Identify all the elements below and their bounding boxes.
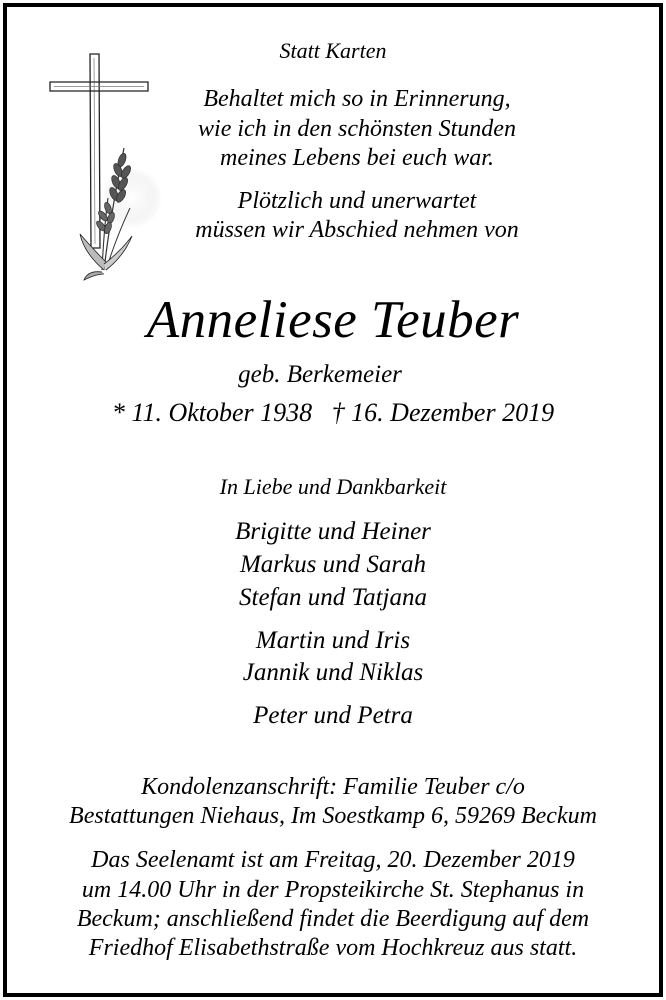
service-line-1: Das Seelenamt ist am Freitag, 20. Dezember 2019 — [91, 847, 575, 873]
deceased-name: Anneliese Teuber — [146, 291, 520, 349]
family-name: Jannik und Niklas — [242, 659, 424, 686]
service-line-4: Friedhof Elisabethstraße vom Hochkreuz aus statt. — [88, 935, 578, 961]
service-line-2: um 14.00 Uhr in der Propsteikirche St. Stephanus in — [81, 877, 585, 903]
family-name: Brigitte und Heiner — [235, 518, 431, 545]
condolence-line-1: Kondolenzanschrift: Familie Teuber c/o — [141, 774, 525, 800]
service-line-3: Beckum; anschließend findet die Beerdigung auf dem — [76, 906, 590, 932]
condolence-line-2: Bestattungen Niehaus, Im Soestkamp 6, 59269 Beckum — [69, 803, 597, 829]
family-name: Markus und Sarah — [239, 551, 427, 578]
family-name: Stefan und Tatjana — [239, 584, 427, 611]
notice-header: Statt Karten — [279, 38, 387, 63]
quote-line-1: Behaltet mich so in Erinnerung, — [203, 86, 511, 112]
love-line: In Liebe und Dankbarkeit — [219, 474, 447, 499]
family-name: Peter und Petra — [253, 702, 413, 729]
quote-line-3: meines Lebens bei euch war. — [220, 145, 494, 171]
intro-line-2: müssen wir Abschied nehmen von — [195, 217, 519, 243]
quote-line-2: wie ich in den schönsten Stunden — [198, 116, 516, 142]
family-name: Martin und Iris — [255, 627, 411, 654]
intro-line-1: Plötzlich und unerwartet — [237, 188, 477, 214]
birth-name: geb. Berkemeier — [238, 361, 402, 388]
life-dates: * 11. Oktober 1938 † 16. Dezember 2019 — [111, 398, 555, 427]
